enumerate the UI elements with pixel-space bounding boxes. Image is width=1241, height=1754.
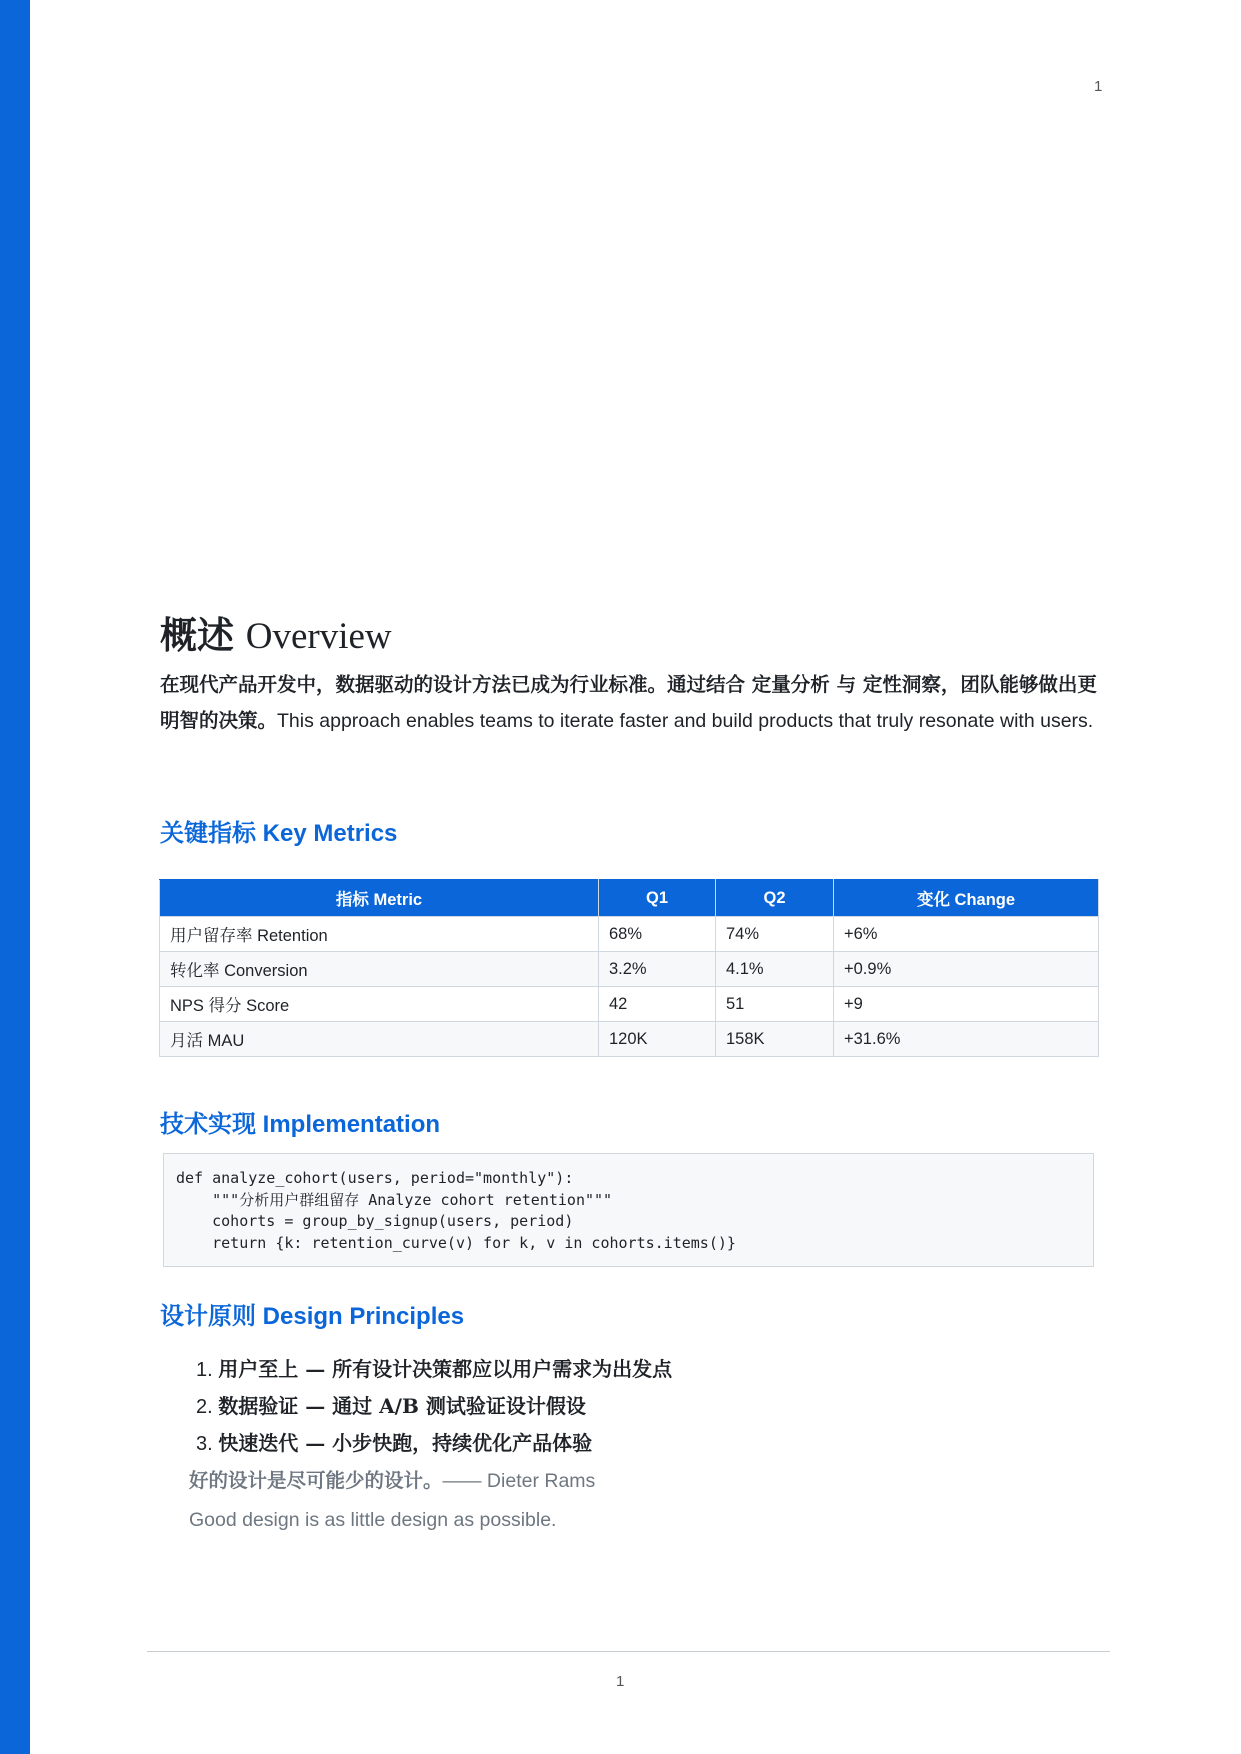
header-change: 变化 Change [834,880,1099,917]
header-q1: Q1 [599,880,716,917]
table-row [160,917,1099,952]
quote-attribution: —— Dieter Rams [442,1470,596,1492]
table-row [160,952,1099,987]
intro-cn: 在现代产品开发中，数据驱动的设计方法已成为行业标准。通过结合 定量分析 与 定性洞察，团队能够做出更明智的决策。 [160,673,1097,732]
list-text: 用户至上 — 所有设计决策都应以用户需求为出发点 [218,1357,673,1381]
table-row [160,1022,1099,1057]
cell-metric: 用户留存率 Retention [160,917,599,952]
list-item [196,1425,672,1462]
cell-q1: 68% [599,917,716,952]
code-text: def analyze_cohort(users, period="monthly"): """分析用户群组留存 Analyze cohort retention""" cohorts = group_by_signup(users, period) return {k: retention_curve(v) for k, v in cohorts.items()} [176,1169,736,1252]
cell-q1: 120K [599,1022,716,1057]
code-block [163,1153,1094,1267]
header-metric: 指标 Metric [160,880,599,917]
list-item [196,1388,672,1425]
cell-change: +0.9% [834,952,1099,987]
header-q2: Q2 [716,880,834,917]
cell-metric: 转化率 Conversion [160,952,599,987]
metrics-table [159,879,1099,1057]
table-header-row [160,880,1099,917]
page-number-top: 1 [1094,78,1103,95]
cell-q1: 42 [599,987,716,1022]
intro-en: This approach enables teams to iterate faster and build products that truly resonate with users. [277,710,1094,732]
cell-metric: 月活 MAU [160,1022,599,1057]
title-cn: 概述 [160,613,234,657]
heading-key-metrics: 关键指标 Key Metrics [160,820,398,847]
cell-q2: 51 [716,987,834,1022]
list-number: 1. [196,1359,213,1381]
quote-chinese [189,1465,595,1493]
list-text: 数据验证 — 通过 A/B 测试验证设计假设 [218,1394,586,1418]
heading-implementation: 技术实现 Implementation [160,1111,441,1138]
cell-q2: 4.1% [716,952,834,987]
quote-english: Good design is as little design as possible. [189,1509,557,1531]
heading-design-principles: 设计原则 Design Principles [160,1303,465,1330]
cell-q1: 3.2% [599,952,716,987]
intro-paragraph [160,667,1100,739]
title-en: Overview [245,616,392,657]
cell-q2: 74% [716,917,834,952]
left-accent-bar [0,0,30,1754]
page-number-bottom: 1 [616,1673,625,1690]
principles-list [196,1351,672,1462]
list-item [196,1351,672,1388]
cell-change: +9 [834,987,1099,1022]
footer-divider [147,1651,1110,1652]
cell-change: +31.6% [834,1022,1099,1057]
list-number: 2. [196,1396,213,1418]
quote-cn: 好的设计是尽可能少的设计。 [189,1469,443,1492]
page-title [160,612,392,660]
list-number: 3. [196,1433,213,1455]
cell-metric: NPS 得分 Score [160,987,599,1022]
list-text: 快速迭代 — 小步快跑，持续优化产品体验 [218,1431,593,1455]
cell-change: +6% [834,917,1099,952]
table-row [160,987,1099,1022]
cell-q2: 158K [716,1022,834,1057]
